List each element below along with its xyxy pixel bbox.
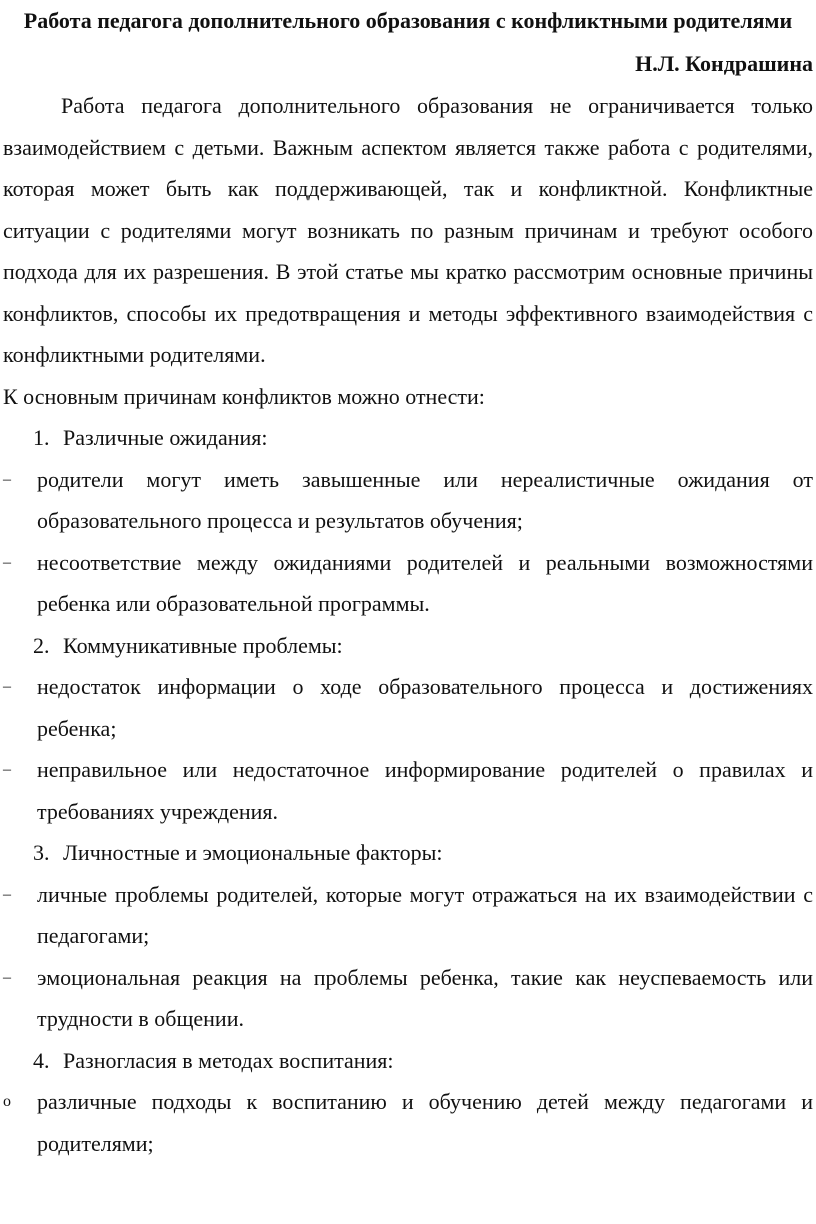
causes-intro: К основным причинам конфликтов можно отнести: [3, 383, 485, 409]
author-name: Н.Л. Кондрашина [635, 51, 813, 76]
list-item [3, 874, 813, 957]
dash-bullet-icon: – [3, 553, 11, 571]
dash-bullet-icon: – [3, 968, 11, 986]
list-item-text: родители могут иметь завышенные или нереалистичные ожидания от образовательного процесса и результатов обучения; [37, 466, 813, 533]
dash-bullet-icon: – [3, 470, 11, 488]
dash-bullet-icon: – [3, 678, 11, 695]
section-heading-4 [3, 1040, 813, 1082]
section-number: 3. [33, 840, 50, 865]
list-item [3, 459, 813, 542]
list-item [3, 1081, 813, 1164]
list-item-text: эмоциональная реакция на проблемы ребенка, такие как неуспеваемость или трудности в общении. [37, 964, 813, 1031]
list-item [3, 542, 813, 625]
list-item-text: личные проблемы родителей, которые могут отражаться на их взаимодействии с педагогами; [37, 881, 813, 948]
list-item-text: недостаток информации о ходе образовательного процесса и достижениях ребенка; [37, 674, 813, 741]
dash-bullet-icon: – [3, 885, 11, 903]
list-item [3, 749, 813, 832]
list-item-text: несоответствие между ожиданиями родителей и реальными возможностями ребенка или образовательной программы. [37, 549, 813, 616]
list-item [3, 957, 813, 1040]
section-number: 1. [33, 425, 50, 450]
section-number: 2. [33, 632, 50, 658]
section-number: 4. [33, 1047, 50, 1073]
list-item-text: различные подходы к воспитанию и обучению детей между педагогами и родителями; [37, 1089, 813, 1156]
circle-bullet-icon: o [3, 1093, 11, 1110]
intro-paragraph: Работа педагога дополнительного образования не ограничивается только взаимодействием с детьми. Важным аспектом является также работа с родителями, которая может быть как поддерживающей, так и конфликтной. Конфликтные ситуации с родителями могут возникать по разным причинам и требуют особого подхода для их разрешения. В этой статье мы кратко рассмотрим основные причины конфликтов, способы их предотвращения и методы эффективного взаимодействия с конфликтными родителями. [3, 93, 813, 367]
document-title: Работа педагога дополнительного образования с конфликтными родителями [23, 8, 793, 33]
section-heading-text: Различные ожидания: [63, 425, 268, 450]
section-heading-2 [3, 625, 813, 667]
list-item-text: неправильное или недостаточное информирование родителей о правилах и требованиях учреждения. [37, 757, 813, 824]
section-heading-1 [3, 417, 813, 459]
section-heading-text: Личностные и эмоциональные факторы: [63, 840, 443, 865]
section-heading-text: Коммуникативные проблемы: [63, 632, 343, 658]
dash-bullet-icon: – [3, 761, 11, 778]
section-heading-3 [3, 832, 813, 874]
section-heading-text: Разногласия в методах воспитания: [63, 1047, 394, 1073]
list-item [3, 666, 813, 749]
